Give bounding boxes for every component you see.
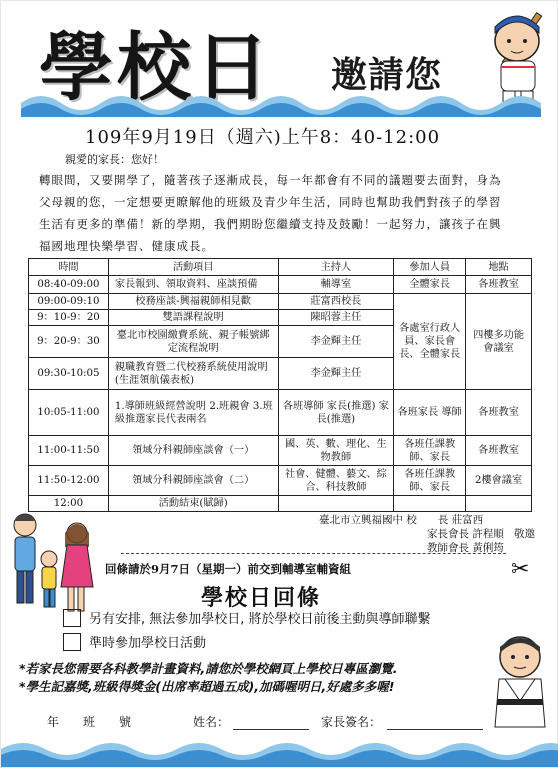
table-row [29,496,532,512]
cell-time: 08:40-09:00 [29,276,109,294]
cell-place: 四樓多功能會議室 [466,294,532,390]
cell-time: 09:00-09:10 [29,294,109,310]
cell-place: 各班教室 [466,390,532,436]
parent-signature-input[interactable] [387,729,483,730]
regards: 敬邀 [514,528,535,540]
greeting: 親愛的家長：您好！ [65,153,164,166]
wave-decoration [21,89,541,117]
cell-host: 國、英、數、理化、生物教師 [278,436,394,466]
cell-activity: 校務座談-興福親師相見歡 [108,294,278,310]
cell-activity: 親職教育暨二代校務系統使用說明 (生涯領航儀表板) [108,358,278,390]
attend-label: 準時參加學校日活動 [89,636,207,651]
cell-host: 李金輝主任 [278,326,394,358]
header-place: 地點 [466,259,532,276]
teacher-name: 黃俐筠 [472,542,504,554]
intro-paragraph: 轉眼間，又要開學了，隨著孩子逐漸成長，每一年都會有不同的議題要去面對，身為父母親的您，一定想要更瞭解他的班級及青少年生活，同時也幫助我們對孩子的學習生活有更多的準備！新的學期，我們期盼您繼續支持及鼓勵！一起努力，讓孩子在興福國地理快樂學習、健康成長。 [39,173,502,253]
cell-place: 各班教室 [466,436,532,466]
cell-host: 輔導室 [278,276,394,294]
teacher-title: 教師會長 [427,542,469,554]
principal-name: 莊富西 [451,514,484,526]
reply-slip-title: 學校日回條 [201,586,322,611]
cell-time: 11:50-12:00 [29,466,109,496]
principal-title: 校 長 [406,514,449,526]
karate-boy-illustration [485,631,555,737]
signature-block [319,513,504,555]
absent-checkbox[interactable] [63,609,81,627]
cell-time: 9：10-9：20 [29,310,109,326]
bottom-wave-decoration [1,737,558,767]
cell-time: 12:00 [29,496,109,512]
cell-empty [394,496,466,512]
event-date: 109年9月19日（週六)上午8：40-12:00 [85,127,441,148]
pta-name: 許程順 [472,528,504,540]
schedule-table [28,258,532,512]
cell-place: 各班教室 [466,276,532,294]
field-parent-signature: 家長簽名： [321,715,382,729]
cell-activity: 領域分科親師座談會（一） [108,436,278,466]
cell-place: 2樓會議室 [466,466,532,496]
cell-attendees: 各班任課教師、家長 [394,436,466,466]
cell-empty [278,496,394,512]
option-absent [63,608,431,627]
header-time: 時間 [29,259,109,276]
cell-host: 李金輝主任 [278,358,394,390]
table-row [29,294,532,310]
pta-title: 家長會長 [427,528,469,540]
cell-host: 莊富西校長 [278,294,394,310]
cell-activity: 活動結束(賦歸) [108,496,278,512]
cell-attendees: 各班家長 導師 [394,390,466,436]
table-row [29,466,532,496]
field-class-number: 年 班 號 [47,715,132,729]
cell-activity: 家長報到、領取資料、座談預備 [108,276,278,294]
cell-host: 陳昭蓉主任 [278,310,394,326]
note-reward: *學生記嘉獎,班級得獎金(出席率超過五成),加碼喔明日,好處多多喔! [19,679,395,694]
cell-attendees: 全體家長 [394,276,466,294]
header-attendees: 參加人員 [394,259,466,276]
attend-checkbox[interactable] [63,633,81,651]
cell-time: 11:00-11:50 [29,436,109,466]
scissors-icon: ✂ [511,557,530,582]
subtitle: 邀請您 [331,55,443,96]
reply-deadline-notice: 回條請於9月7日（星期一）前交到輔導室輔資組 [105,562,352,576]
table-row [29,436,532,466]
header-activity: 活動項目 [108,259,278,276]
cell-time: 10:05-11:00 [29,390,109,436]
table-row [29,390,532,436]
option-attend [63,632,206,651]
field-student-name: 姓名： [193,715,230,729]
absent-label: 另有安排, 無法參加學校日, 將於學校日前後主動與導師聯繫 [89,612,431,627]
cell-activity: 臺北市校園繳費系統、親子帳號綁定流程說明 [108,326,278,358]
cell-empty [466,496,532,512]
cell-time: 09:30-10:05 [29,358,109,390]
table-header-row [29,259,532,276]
main-title: 學校日 [39,25,273,111]
note-teaching-plan: *若家長您需要各科教學計畫資料,請您於學校網頁上學校日專區瀏覽. [19,661,398,676]
header-host: 主持人 [278,259,394,276]
cell-time: 9：20-9：30 [29,326,109,358]
school-name: 臺北市立興福國中 [319,514,403,526]
cell-host: 社會、健體、藝文、綜合、科技教師 [278,466,394,496]
cell-activity: 雙語課程說明 [108,310,278,326]
signature-line-principal [319,513,504,527]
cell-host: 各班導師 家長(推選) 家長(推選) [278,390,394,436]
header [31,9,501,111]
cell-attendees: 各班任課教師、家長 [394,466,466,496]
cell-attendees: 各處室行政人員、家長會長、全體家長 [394,294,466,390]
signature-line-pta [319,527,504,541]
cell-activity: 領域分科親師座談會（二） [108,466,278,496]
student-name-input[interactable] [233,729,309,730]
cell-activity: 1.導師班級經營說明 2.班親會 3.班級推選家長代表兩名 [108,390,278,436]
table-row [29,276,532,294]
cut-line [121,553,506,554]
family-illustration [5,507,97,617]
